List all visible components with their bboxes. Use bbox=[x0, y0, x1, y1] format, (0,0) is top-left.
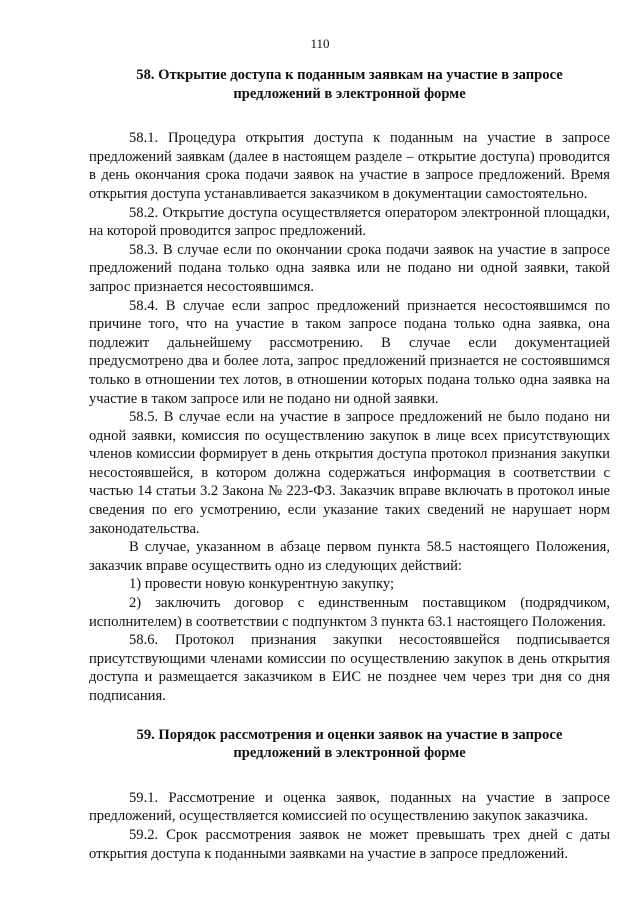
section-59-heading-line-1: 59. Порядок рассмотрения и оценки заявок на участие в запросе bbox=[136, 726, 563, 743]
paragraph-58-4: 58.4. В случае если запрос предложений признается несостоявшимся по причине того, что на участие в таком запросе подана только одна заявка, она подлежит дальнейшему рассмотрению. В случае если документацией предусмотрено два и более лота, запрос предложений признается не состоявшимся только в отношении тех лотов, в отношении которых подана только одна заявка на участие в таком запросе или не подано ни одной заявки. bbox=[89, 297, 610, 407]
paragraph-58-5: 58.5. В случае если на участие в запросе предложений не было подано ни одной заявки, комиссия по осуществлению закупок в лице всех присутствующих членов комиссии формирует в день открытия доступа протокол признания закупки несостоявшейся, в котором должна содержаться информация в соответствии с частью 14 статьи 3.2 Закона № 223-ФЗ. Заказчик вправе включать в протокол иные сведения по его усмотрению, если указание таких сведений не нарушает норм законодательства. bbox=[89, 409, 610, 537]
section-58-heading bbox=[89, 66, 610, 103]
document-body bbox=[89, 66, 610, 863]
section-58-heading-line-1: 58. Открытие доступа к поданным заявкам на участие в запросе bbox=[136, 67, 563, 83]
section-59-heading bbox=[89, 726, 610, 763]
paragraph-59-2: 59.2. Срок рассмотрения заявок не может превышать трех дней с даты открытия доступа к поданными заявками на участие в запросе предложений. bbox=[89, 826, 610, 862]
paragraph-58-1: 58.1. Процедура открытия доступа к поданным на участие в запросе предложений заявкам (далее в настоящем разделе – открытие доступа) проводится в день окончания срока подачи заявок на участие в запросе предложений. Время открытия доступа устанавливается заказчиком в документации самостоятельно. bbox=[89, 130, 610, 202]
page-number: 110 bbox=[310, 36, 330, 51]
list-item-1: 1) провести новую конкурентную закупку; bbox=[129, 576, 395, 593]
section-58-heading-line-2: предложений в электронной форме bbox=[233, 85, 466, 102]
section-59-heading-line-2: предложений в электронной форме bbox=[233, 745, 466, 762]
paragraph-58-6: 58.6. Протокол признания закупки несостоявшейся подписывается присутствующими членами комиссии по осуществлению закупок в день открытия доступа и размещается заказчиком в ЕИС не позднее чем через три дня со дня подписания. bbox=[89, 632, 610, 704]
paragraph-58-5-case: В случае, указанном в абзаце первом пункта 58.5 настоящего Положения, заказчик вправе осуществить одно из следующих действий: bbox=[89, 539, 610, 574]
list-item-2: 2) заключить договор с единственным поставщиком (подрядчиком, исполнителем) в соответствии с подпунктом 3 пункта 63.1 настоящего Положения. bbox=[89, 595, 610, 630]
paragraph-58-3: 58.3. В случае если по окончании срока подачи заявок на участие в запросе предложений подана только одна заявка или не подано ни одной заявки, такой запрос признается несостоявшимся. bbox=[89, 241, 610, 295]
paragraph-59-1: 59.1. Рассмотрение и оценка заявок, поданных на участие в запросе предложений, осуществляется комиссией по осуществлению закупок заказчика. bbox=[89, 789, 610, 825]
paragraph-58-2: 58.2. Открытие доступа осуществляется оператором электронной площадки, на которой проводится запрос предложений. bbox=[89, 204, 610, 240]
